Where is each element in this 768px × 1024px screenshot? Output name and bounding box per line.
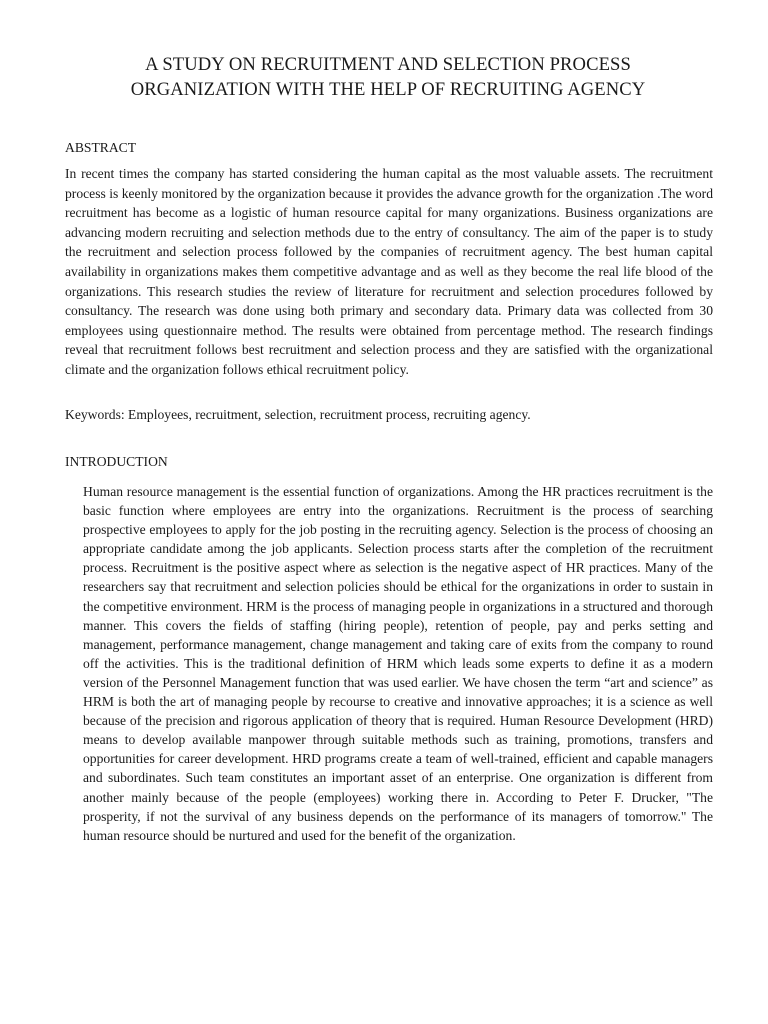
keywords-line: Keywords: Employees, recruitment, selection, recruitment process, recruiting agency. — [65, 407, 531, 422]
abstract-heading: ABSTRACT — [65, 140, 137, 155]
introduction-paragraph: Human resource management is the essential function of organizations. Among the HR practices recruitment is the basic function where employees are entry into the organizations. Recruitment is the process of searching prospective employees to apply for the job posting in the recruiting agency. Selection is the process of choosing an appropriate candidate among the job applicants. Selection process starts after the completion of the recruitment process. Recruitment is the positive aspect where as selection is the negative aspect of HR practices. Many of the researchers say that recruitment and selection policies should be ethical for the organizations in order to sustain in the competitive environment. HRM is the process of managing people in organizations in a structured and thorough manner. This covers the fields of staffing (hiring people), retention of people, pay and perks setting and management, performance management, change management and taking care of exits from the company to round off the activities. This is the traditional definition of HRM which leads some experts to define it as a modern version of the Personnel Management function that was used earlier. We have chosen the term “art and science” as HRM is both the art of managing people by recourse to creative and innovative approaches; it is a science as well because of the precision and rigorous application of theory that is required. Human Resource Development (HRD) means to develop available manpower through suitable methods such as training, promotions, transfers and opportunities for career development. HRD programs create a team of well-trained, efficient and capable managers and subordinates. Such team constitutes an important asset of an enterprise. One organization is different from another mainly because of the people (employees) working there in. According to Peter F. Drucker, "The prosperity, if not the survival of any business depends on the performance of its managers of tomorrow." The human resource should be nurtured and used for the benefit of the organization. — [83, 484, 713, 843]
paper-title-line-2: ORGANIZATION WITH THE HELP OF RECRUITING AGENCY — [130, 79, 646, 100]
abstract-paragraph: In recent times the company has started considering the human capital as the most valuable assets. The recruitment process is keenly monitored by the organization because it provides the advance growth for the organization .The word recruitment has become as a logistic of human resource capital for many organizations. Business organizations are advancing modern recruiting and selection methods due to the entry of consultancy. The aim of the paper is to study the recruitment and selection process followed by the companies of recruitment agency. The best human capital availability in organizations makes them competitive advantage and as well as they become the real life blood of the organizations. This research studies the review of literature for recruitment and selection procedures followed by consultancy. The research was done using both primary and secondary data. Primary data was collected from 30 employees using questionnaire method. The results were obtained from percentage method. The research findings reveal that recruitment follows best recruitment and selection process and they are satisfied with the organizational climate and the organization follows ethical recruitment policy. — [65, 166, 713, 377]
paper-title — [64, 52, 712, 102]
introduction-heading: INTRODUCTION — [65, 454, 168, 469]
paper-title-line-1: A STUDY ON RECRUITMENT AND SELECTION PROCESS — [145, 54, 631, 75]
